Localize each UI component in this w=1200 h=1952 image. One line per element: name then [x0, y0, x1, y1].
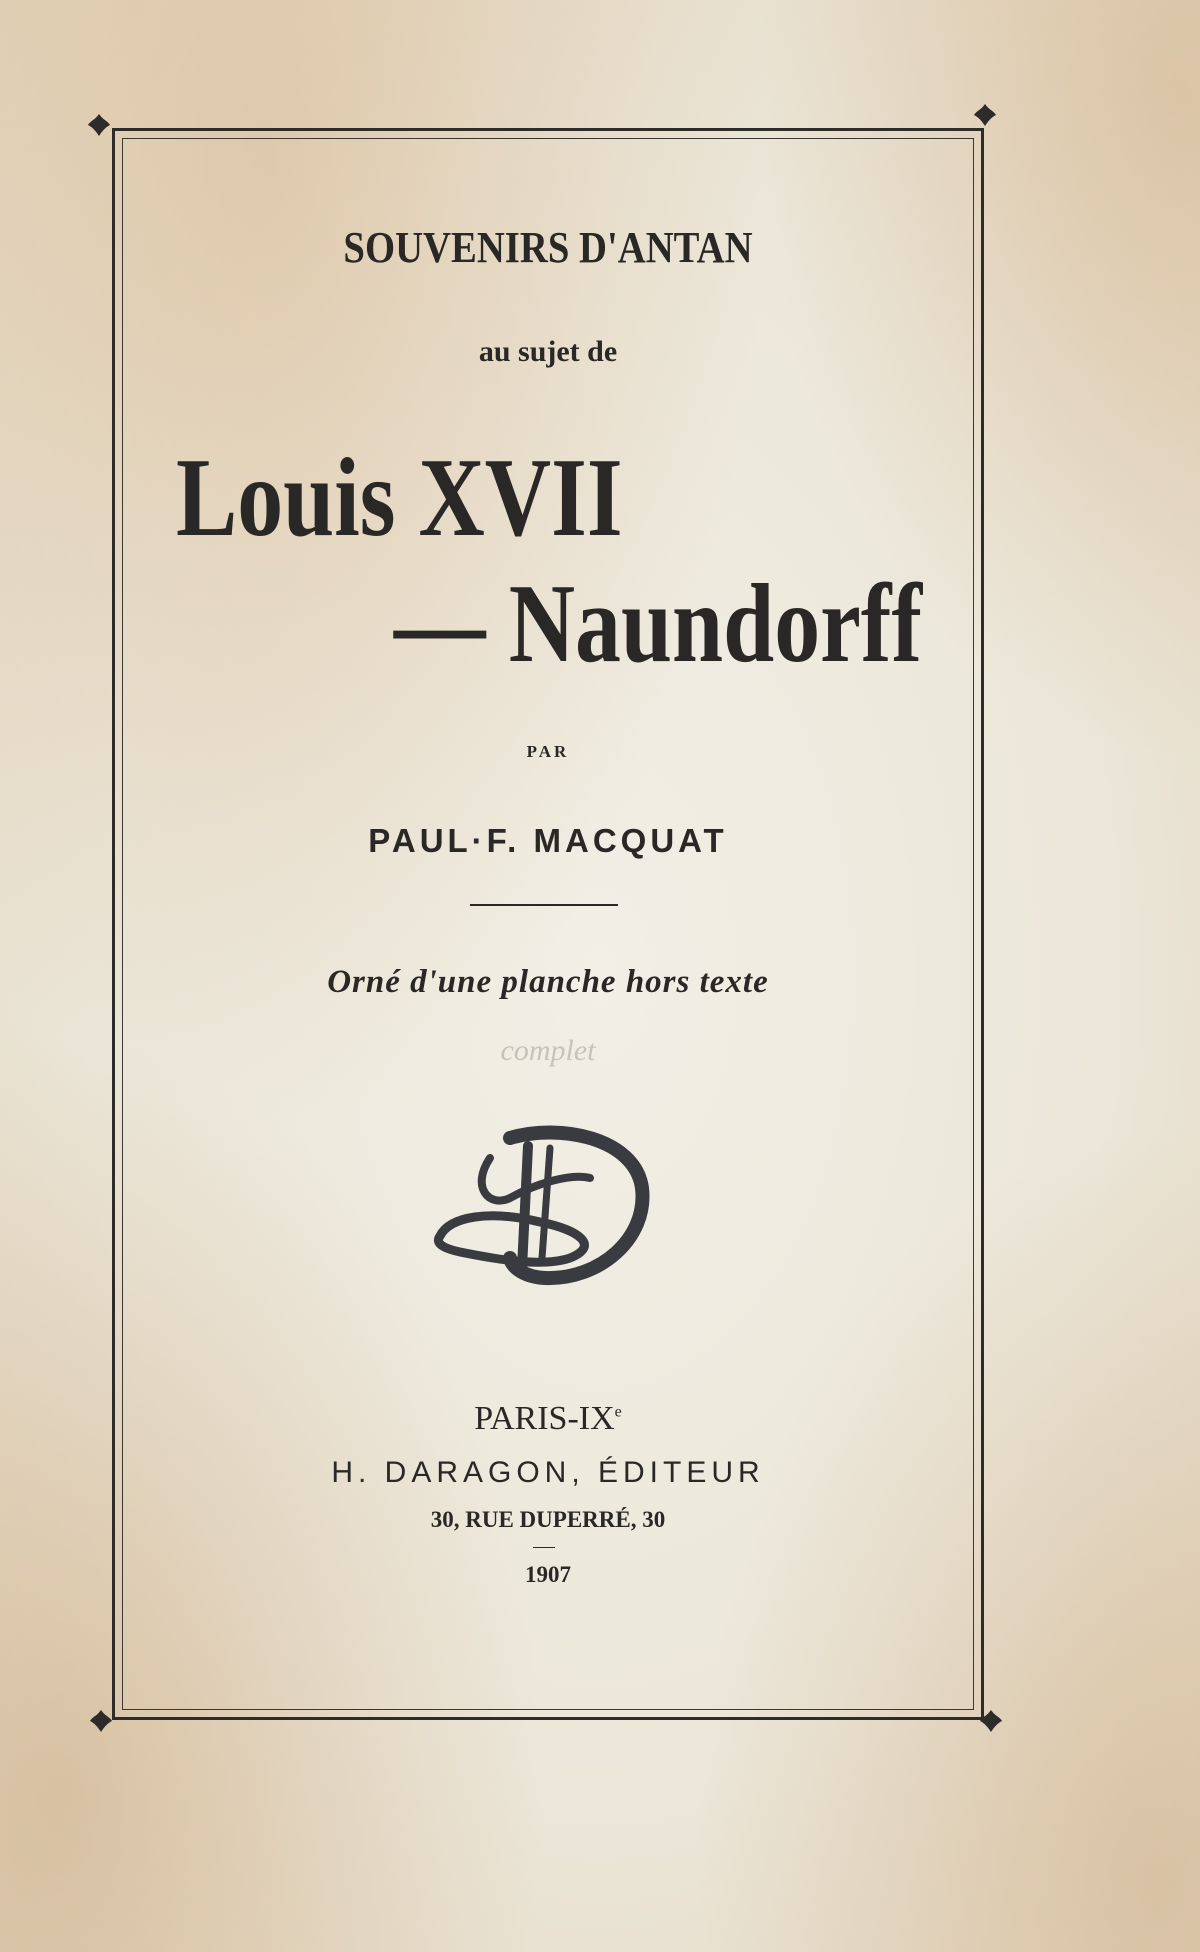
cover-subtitle: au sujet de	[478, 335, 618, 368]
publisher-city	[122, 1400, 974, 1438]
main-title-line-2: — Naundorff	[393, 562, 922, 686]
publication-year: 1907	[525, 1562, 571, 1587]
small-divider	[533, 1547, 555, 1548]
pencil-annotation: complet	[500, 1034, 596, 1067]
corner-ornament-icon	[86, 112, 112, 138]
corner-ornament-icon	[88, 1708, 114, 1734]
divider-rule	[470, 904, 618, 906]
by-label: PAR	[526, 742, 570, 761]
corner-ornament-icon	[978, 1708, 1004, 1734]
corner-ornament-icon	[972, 102, 998, 128]
illustration-note: Orné d'une planche hors texte	[327, 964, 769, 1000]
cover-title: SOUVENIRS D'ANTAN	[343, 223, 753, 272]
city-name: PARIS-IX	[474, 1400, 615, 1437]
publisher-address: 30, RUE DUPERRÉ, 30	[430, 1507, 666, 1532]
author-name: PAUL·F. MACQUAT	[368, 822, 728, 859]
city-suffix: e	[614, 1403, 622, 1421]
publisher-monogram-logo	[430, 1118, 655, 1286]
publisher-name: H. DARAGON, ÉDITEUR	[331, 1456, 765, 1489]
main-title-line-1: Louis XVII	[176, 436, 623, 560]
